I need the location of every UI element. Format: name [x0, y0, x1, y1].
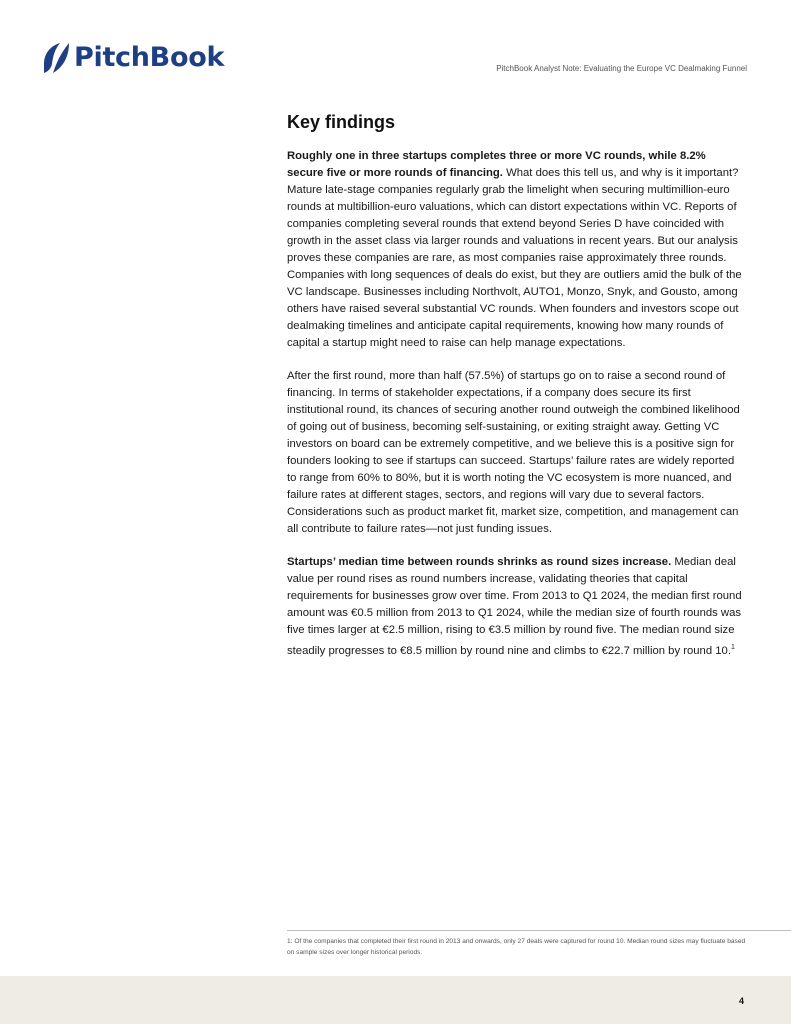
main-content [287, 112, 745, 676]
paragraph-round-sizes-body: Median deal value per round rises as round numbers increase, validating theories that capital requirements for businesses grow over time. From 2013 to Q1 2024, the median first round amount was €0.5 million from 2013 to Q1 2024, while the median size of fourth rounds was five times larger at €2.5 million, rising to €3.5 million by round five. The median round size steadily progresses to €8.5 million by round nine and climbs to €22.7 million by round 10. [287, 556, 742, 657]
paragraph-round-sizes [287, 554, 745, 660]
pitchbook-logo [40, 40, 224, 74]
paragraph-second-round-body: After the first round, more than half (57.5%) of startups go on to raise a second round of financing. In terms of stakeholder expectations, if a company does secure its first institutional round, its chances of securing another round outweigh the combined likelihood of going out of business, becoming self-sustaining, or exiting straight away. Getting VC investors on board can be extremely competitive, and we believe this is a positive sign for founders looking to see if startups can succeed. Startups’ failure rates are widely reported to range from 60% to 80%, but it is worth noting the VC ecosystem is more nuanced, and failure rates at different stages, sectors, and regions will vary due to several factors. Considerations such as product market fit, market size, competition, and management can all contribute to failure rates—not just funding issues. [287, 370, 740, 535]
paragraph-rounds-body: What does this tell us, and why is it important? Mature late-stage companies regularly grab the limelight when securing multimillion-euro rounds at multibillion-euro valuations, which can distort expectations within VC. Reports of companies completing several rounds that extend beyond Series D have coincided with growth in the asset class via larger rounds and valuations in recent years. But our analysis proves these companies are rare, as most companies raise approximately three rounds. Companies with long sequences of deals do exist, but they are outliers amid the bulk of the VC landscape. Businesses including Northvolt, AUTO1, Monzo, Snyk, and Gousto, among others have raised several substantial VC rounds. When founders and investors scope out dealmaking timelines and anticipate capital requirements, knowing how many rounds of capital a startup might need to raise can help manage expectations. [287, 167, 742, 349]
paragraph-rounds [287, 148, 745, 352]
footnote-divider [287, 930, 791, 931]
header-note: PitchBook Analyst Note: Evaluating the Europe VC Dealmaking Funnel [496, 64, 747, 73]
page-title: Key findings [287, 112, 396, 132]
logo-text: PitchBook [74, 41, 225, 73]
paragraph-second-round [287, 368, 745, 538]
paragraph-rounds-lead: Roughly one in three startups completes three or more VC rounds, while 8.2% secure five or more rounds of financing. [287, 150, 706, 179]
paragraph-round-sizes-lead: Startups’ median time between rounds shrinks as round sizes increase. [287, 556, 672, 568]
page-number: 4 [738, 996, 744, 1006]
pitchbook-leaf-icon [40, 40, 70, 74]
footer-band [0, 976, 791, 1024]
footnote-reference: 1 [730, 644, 735, 651]
footnote-text: 1: Of the companies that completed their first round in 2013 and onwards, only 27 deals were captured for round 10. Median round sizes may fluctuate based on sample sizes over longer historical periods. [287, 938, 746, 956]
